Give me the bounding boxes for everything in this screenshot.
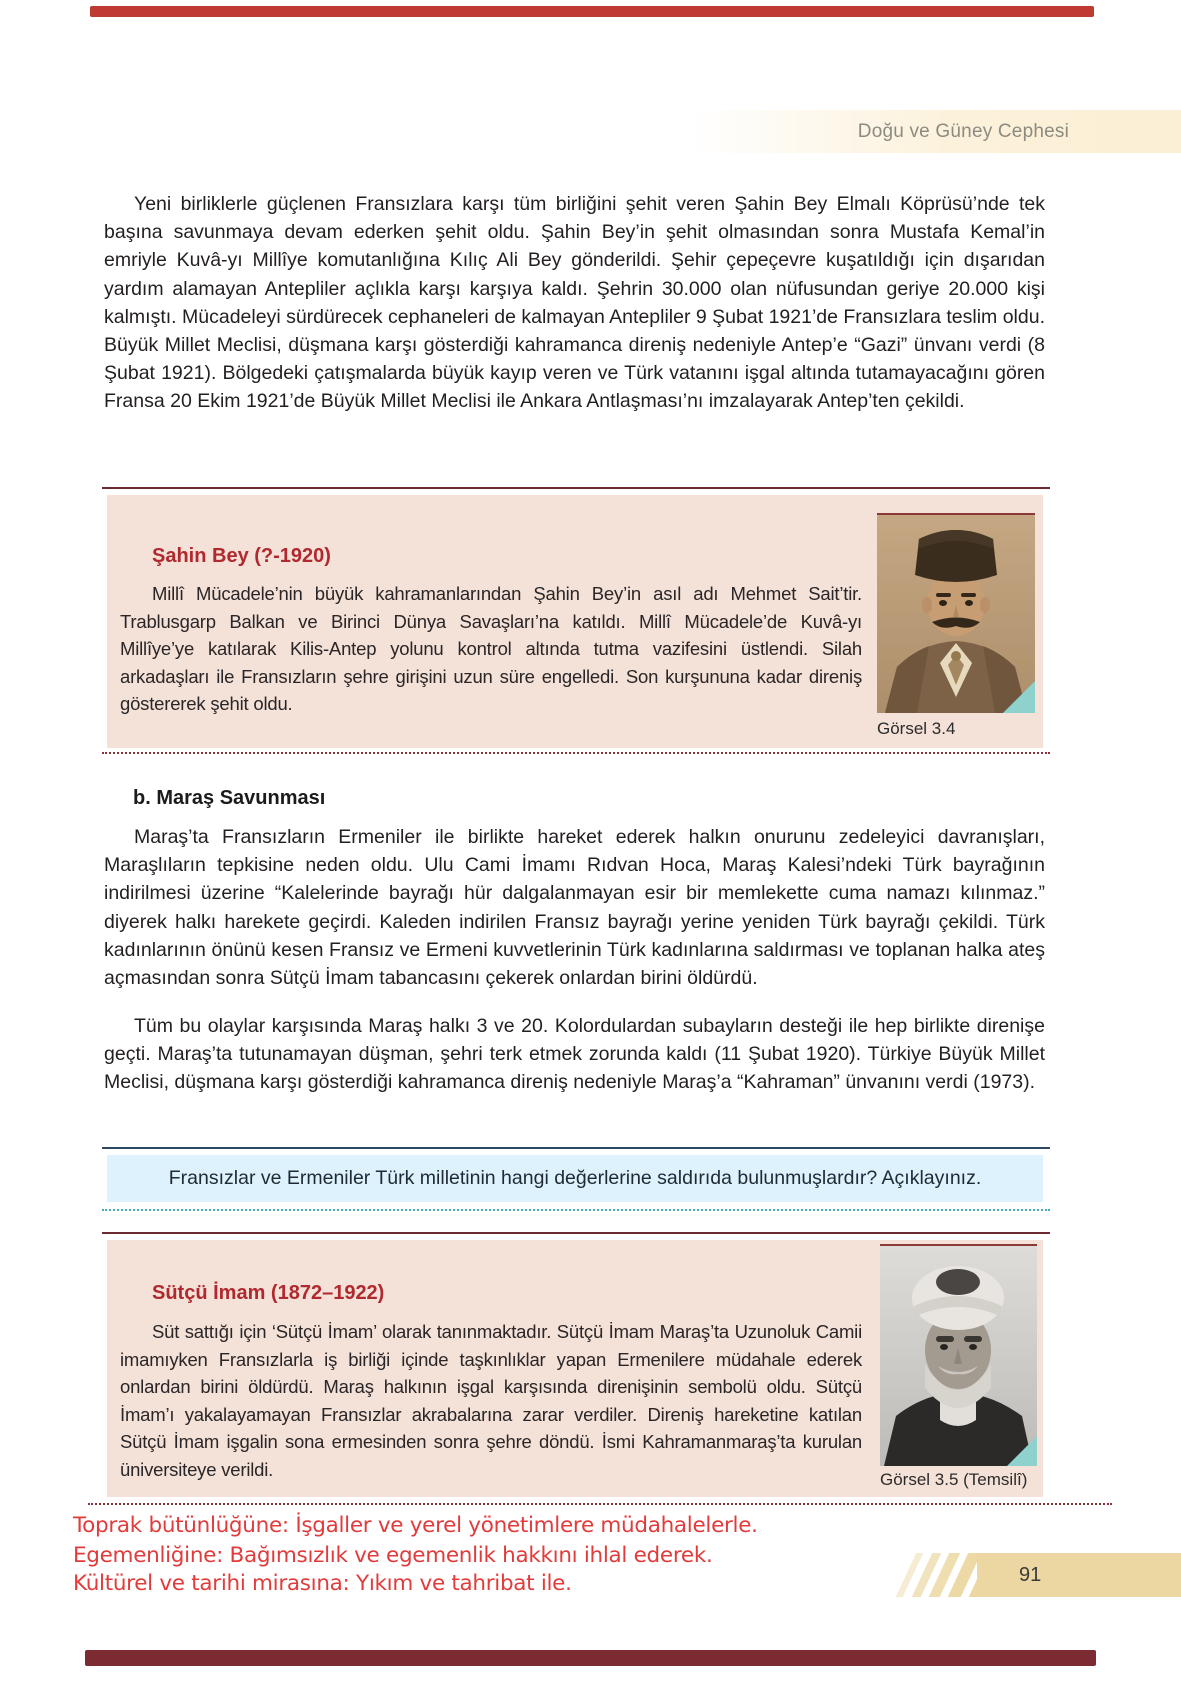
page-header-band [688,110,1181,153]
photo-caption: Görsel 3.4 [877,719,956,738]
divider-navy-line [102,1147,1050,1149]
bio-text-sahin-bey: Millî Mücadele’nin büyük kahramanlarından Şahin Bey’in asıl adı Mehmet Sait’tir. Trablusgarp Balkan ve Birinci Dünya Savaşları’na katıldı. Millî Mücadele’de Kuvâ-yı Millîye’ye katılarak Kilis-Antep yolunu kontrol altında tutma vazifesini üstlendi. Silah arkadaşları ile Fransızların şehre girişini uzun süre engelledi. Son kurşununa kadar direniş göstererek şehit oldu. [120,583,862,714]
bottom-maroon-bar [85,1650,1096,1666]
divider-solid-sutcu [102,1232,1050,1234]
annotation-line: Kültürel ve tarihi mirasına: Yıkım ve tahribat ile. [73,1571,572,1596]
annotation-line: Toprak bütünlüğüne: İşgaller ve yerel yönetimlere müdahalelerle. [73,1513,758,1538]
divider-teal-dotted [102,1209,1050,1211]
paragraph-maras-1: Maraş’ta Fransızların Ermeniler ile birlikte hareket ederek halkın onurunu zedeleyici davranışları, Maraşlıların tepkisine neden oldu. Ulu Cami İmamı Rıdvan Hoca, Maraş Kalesi’ndeki Türk bayrağının indirilmesi üzerine “Kalelerinde bayrağı hür dalgalanmayan esir bir memlekette cuma namazı kılınmaz.” diyerek halkı harekete geçirdi. Kaleden indirilen Fransız bayrağı yerine yeniden Türk bayrağı çekildi. Türk kadınlarının önünü kesen Fransız ve Ermeni kuvvetlerinin Türk kadınlarına saldırması ve toplanan halka ateş açmasından sonra Sütçü İmam tabancasını çekerek onlardan birini öldürdü. [104,826,1045,990]
paragraph-maras-2: Tüm bu olaylar karşısında Maraş halkı 3 ve 20. Kolordulardan subayların desteği ile hep birlikte direnişe geçti. Maraş’ta tutunamayan düşman, şehri terk etmek zorunda kaldı (11 Şubat 1920). Türkiye Büyük Millet Meclisi, düşmana karşı gösterdiği kahramanca direniş nedeniyle Maraş’a “Kahraman” ünvanını verdi (1973). [104,1015,1045,1094]
page-number-badge [977,1553,1181,1597]
annotation-line: Egemenliğine: Bağımsızlık ve egemenlik hakkını ihlal ederek. [73,1543,713,1568]
divider-dotted-sahin [102,752,1050,754]
bio-box-sahin-bey [107,495,1043,748]
bio-title-sahin-bey: Şahin Bey (?-1920) [152,545,331,567]
bio-text-sutcu-imam: Süt sattığı için ‘Sütçü İmam’ olarak tanınmaktadır. Sütçü İmam Maraş’ta Uzunoluk Camii imamıyken Fransızlarla iş birliği içinde taşkınlıklar yapan Ermenilere müdahale ederek onlardan birini öldürdü. Maraş halkının işgal karşısında direnişinin sembolü oldu. Sütçü İmam’ı yakalayamayan Fransızlar akrabalarına zarar verdiler. Direniş hareketine katılan Sütçü İmam işgalin sona ermesinden sonra şehre döndü. İsmi Kahramanmaraş’ta kurulan üniversiteye verildi. [120,1321,862,1480]
sutcu-imam-portrait [880,1244,1037,1466]
photo-caption: Görsel 3.5 (Temsilî) [880,1470,1028,1489]
divider-dotted-bottom [88,1503,1112,1505]
question-text: Fransızlar ve Ermeniler Türk milletinin hangi değerlerine saldırıda bulunmuşlardır? Açıklayınız. [168,1167,982,1189]
portrait-photo-icon [877,515,1035,713]
bio-title-sutcu-imam: Sütçü İmam (1872–1922) [152,1282,385,1304]
portrait-photo-icon [880,1246,1037,1466]
divider-solid-top [102,487,1050,489]
section-heading: b. Maraş Savunması [133,787,326,809]
top-red-bar [90,6,1094,17]
paragraph-antep: Yeni birliklerle güçlenen Fransızlara karşı tüm birliğini şehit veren Şahin Bey Elmalı Köprüsü’nde tek başına savunmaya devam ederken şehit oldu. Şahin Bey’in şehit olmasından sonra Mustafa Kemal’in emriyle Kuvâ-yı Millîye komutanlığına Kılıç Ali Bey gönderildi. Şehir çepeçevre kuşatıldığı için dışarıdan yardım alamayan Antepliler açlıkla karşı karşıya kaldı. Şehrin 30.000 olan nüfusundan geriye 20.000 kişi kalmıştı. Mücadeleyi sürdürecek cephaneleri de kalmayan Antepliler 9 Şubat 1921’de Fransızlara teslim oldu. Büyük Millet Meclisi, düşmana karşı gösterdiği kahramanca direniş nedeniyle Antep’e “Gazi” ünvanı verdi (8 Şubat 1921). Bölgedeki çatışmalarda büyük kayıp veren ve Türk vatanını işgal altında tutamayacağını gören Fransa 20 Ekim 1921’de Büyük Millet Meclisi ile Ankara Antlaşması’nı imzalayarak Antep’ten çekildi. [104,193,1045,413]
chapter-header: Doğu ve Güney Cephesi [857,120,1069,142]
question-box [107,1155,1043,1202]
sahin-bey-portrait [877,513,1035,713]
bio-box-sutcu-imam [107,1240,1043,1497]
page-number: 91 [1019,1563,1042,1586]
